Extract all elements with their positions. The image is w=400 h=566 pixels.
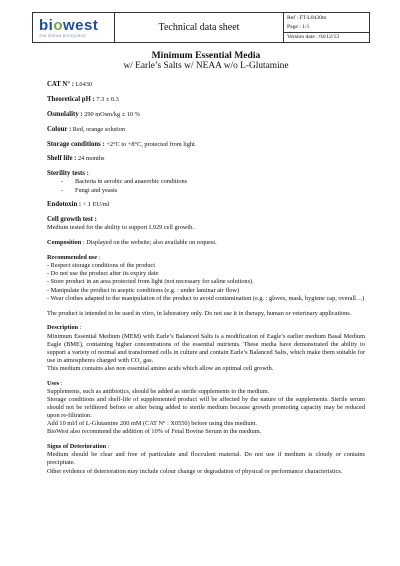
document-body — [47, 50, 365, 482]
description-paragraph: This medium contains also non essential amino acids which allow an optimal cell growth. — [47, 364, 274, 372]
sterility-section — [47, 170, 365, 194]
list-item: - Bacteria in aerobic and anaerobic conditions — [61, 178, 365, 186]
header-doc-title: Technical data sheet — [115, 13, 284, 42]
uses-paragraph: Storage conditions and shelf-life of supplemented product will be affected by the nature of the supplements. Sterile serum should not be refiltered before or after being added to sterile medium because growth promoting capacity may be reduced upon re-filtration. — [47, 395, 365, 420]
deterioration-heading: Signs of Deterioration : — [47, 443, 110, 451]
composition-text: : Displayed on the website; also available on request. — [81, 239, 217, 247]
list-item: - Fungi and yeasts — [61, 187, 365, 195]
spec-endotoxin: Endotoxin : < 1 EU/ml — [47, 201, 110, 209]
recommended-use-section — [47, 254, 365, 303]
deterioration-section — [47, 443, 365, 475]
header-version-date: Version date : 04/12/13 — [284, 32, 369, 42]
logo-wordmark: biowest — [39, 16, 99, 34]
spec-storage: Storage conditions : +2°C to +8°C, protected from light. — [47, 140, 197, 148]
uses-paragraph: Supplements, such as antibiotics, should be added as sterile supplements to the medium. — [47, 387, 270, 395]
spec-osmolality: Osmolality : 290 mOsm/kg ± 10 % — [47, 110, 140, 118]
header-ref: Ref : FT-L0430m — [287, 14, 327, 21]
description-heading: Description : — [47, 324, 82, 332]
recommended-heading: Recommended use : — [47, 254, 101, 262]
uses-paragraph: BioWest also recommend the addition of 10% of Fetal Bovine Serum in the medium. — [47, 428, 262, 436]
uses-paragraph: Add 10 ml/l of L-Glutamine 200 mM (CAT N° : X0550) before using this medium. — [47, 420, 258, 428]
composition-label: Composition — [47, 239, 82, 247]
deterioration-paragraph: Medium should be clear and free of particulate and flocculent material. Do not use if medium is cloudy or contains precipitate. — [47, 451, 365, 467]
in-vitro-note: The product is intended to be used in vitro, in laboratory only. Do not use it in therapy, human or veterinary applications. — [47, 309, 352, 317]
doc-subtitle: w/ Earle’s Salts w/ NEAA w/o L-Glutamine — [123, 61, 289, 71]
list-item: - Wear clothes adapted to the manipulation of the product to avoid contamination (e.g. : gloves, mask, hygiene cap, overall…) — [47, 294, 365, 302]
description-paragraph: Minimum Essential Medium (MEM) with Earle’s Balanced Salts is a modification of Eagle’s earlier medium Basal Medium Eagle (BME), containing higher concentrations of the essential nutrients. These media have demonstrated the ability to support a variety of normal and transformed cells in culture and contain Earle’s Balanced Salts, which make them suitable for use in atmospheres charged with CO₂ gas. — [47, 332, 365, 364]
list-item: - Manipulate the product in aseptic conditions (e.g. : under laminar air flow) — [47, 286, 239, 294]
header-page: Page : 1/1 — [287, 23, 310, 30]
spec-colour: Colour : Red, orange solution — [47, 125, 126, 133]
spec-shelf-life: Shelf life : 24 months — [47, 155, 105, 163]
cell-growth-text: Medium tested for the ability to support L929 cell growth. — [47, 224, 194, 232]
uses-section — [47, 380, 365, 437]
description-section — [47, 324, 365, 373]
list-item: - Do not use the product after its expiry date — [47, 270, 159, 278]
document-header — [32, 12, 370, 43]
spec-ph: Theoretical pH : 7.3 ± 0.3 — [47, 95, 119, 103]
list-item: - Respect storage conditions of the product — [47, 262, 156, 270]
cell-growth-section — [47, 216, 365, 232]
sterility-heading: Sterility tests : — [47, 170, 89, 178]
composition-section — [47, 239, 365, 247]
logo-tagline: THE SERUM BIOSOURCE — [39, 33, 86, 38]
biowest-logo — [33, 13, 115, 42]
spec-cat-no: CAT N° : L0430 — [47, 81, 93, 88]
sterility-list — [61, 178, 365, 194]
uses-heading: Uses : — [47, 379, 63, 387]
deterioration-paragraph: Other evidence of deterioration may include colour change or degradation of physical or performance characteristics. — [47, 467, 343, 475]
doc-title: Minimum Essential Media — [151, 50, 261, 61]
list-item: - Store product in an area protected from light (not necessary for saline solutions). — [47, 278, 254, 286]
header-meta — [284, 13, 369, 42]
cell-growth-heading: Cell growth test : — [47, 216, 97, 224]
